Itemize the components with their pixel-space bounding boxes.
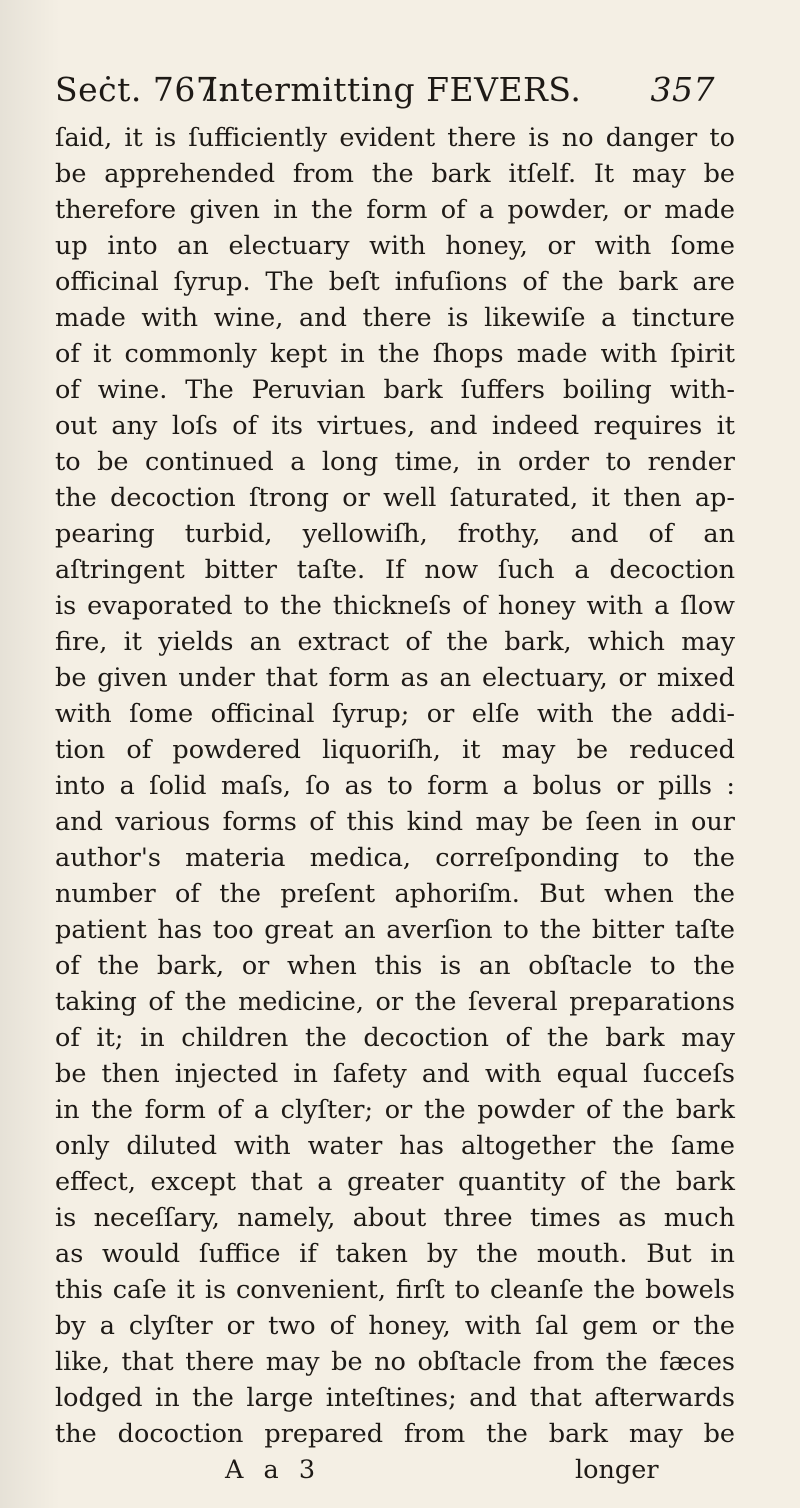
text-line: pearing turbid, yellowiſh, frothy, and of an <box>55 519 735 549</box>
text-line: the decoction ſtrong or well ſaturated, it then ap- <box>55 483 735 513</box>
text-line: be then injected in ſafety and with equal ſucceſs <box>55 1059 735 1089</box>
text-line: be given under that form as an electuary, or mixed <box>55 663 735 693</box>
text-line: to be continued a long time, in order to render <box>55 447 735 477</box>
text-line: of wine. The Peruvian bark ſuffers boiling with- <box>55 375 735 405</box>
text-line: fire, it yields an extract of the bark, which may <box>55 627 735 657</box>
catchword: longer <box>575 1455 659 1485</box>
text-line: of it; in children the decoction of the bark may <box>55 1023 735 1053</box>
text-line: tion of powdered liquoriſh, it may be reduced <box>55 735 735 765</box>
text-line: by a clyſter or two of honey, with ſal gem or the <box>55 1311 735 1341</box>
text-line: number of the preſent aphoriſm. But when the <box>55 879 735 909</box>
text-line: effect, except that a greater quantity of the bark <box>55 1167 735 1197</box>
page-footer <box>55 1452 735 1488</box>
text-line: of the bark, or when this is an obſtacle to the <box>55 951 735 981</box>
text-line: the docoction prepared from the bark may be <box>55 1419 735 1449</box>
text-line: is evaporated to the thickneſs of honey with a ſlow <box>55 591 735 621</box>
text-line: be apprehended from the bark itſelf. It may be <box>55 159 735 189</box>
text-line: aſtringent bitter taſte. If now ſuch a decoction <box>55 555 735 585</box>
signature-mark: A a 3 <box>225 1455 322 1485</box>
text-line: as would ſuffice if taken by the mouth. But in <box>55 1239 735 1269</box>
text-line: therefore given in the form of a powder, or made <box>55 195 735 225</box>
text-line: author's materia medica, correſponding to the <box>55 843 735 873</box>
text-line: officinal ſyrup. The beſt infuſions of the bark are <box>55 267 735 297</box>
text-line: up into an electuary with honey, or with ſome <box>55 231 735 261</box>
text-line: lodged in the large inteſtines; and that afterwards <box>55 1383 735 1413</box>
running-title: Intermitting FEVERS. <box>205 70 582 109</box>
text-line: this caſe it is convenient, firſt to cleanſe the bowels <box>55 1275 735 1305</box>
section-number: Seċt. 767. <box>55 70 229 109</box>
text-line: is neceſſary, namely, about three times as much <box>55 1203 735 1233</box>
page-number: 357 <box>650 70 715 109</box>
text-line: of it commonly kept in the ſhops made with ſpirit <box>55 339 735 369</box>
text-line: like, that there may be no obſtacle from the fæces <box>55 1347 735 1377</box>
text-line: only diluted with water has altogether the ſame <box>55 1131 735 1161</box>
running-header <box>55 70 715 120</box>
text-line: and various forms of this kind may be ſeen in our <box>55 807 735 837</box>
text-line: taking of the medicine, or the ſeveral preparations <box>55 987 735 1017</box>
body-text <box>55 120 735 1452</box>
text-line: made with wine, and there is likewiſe a tincture <box>55 303 735 333</box>
text-line: into a ſolid maſs, ſo as to form a bolus or pills : <box>55 771 735 801</box>
text-line: in the form of a clyſter; or the powder of the bark <box>55 1095 735 1125</box>
text-line: ſaid, it is ſufficiently evident there is no danger to <box>55 123 735 153</box>
text-line: out any loſs of its virtues, and indeed requires it <box>55 411 735 441</box>
text-line: patient has too great an averſion to the bitter taſte <box>55 915 735 945</box>
text-line: with ſome officinal ſyrup; or elſe with the addi- <box>55 699 735 729</box>
